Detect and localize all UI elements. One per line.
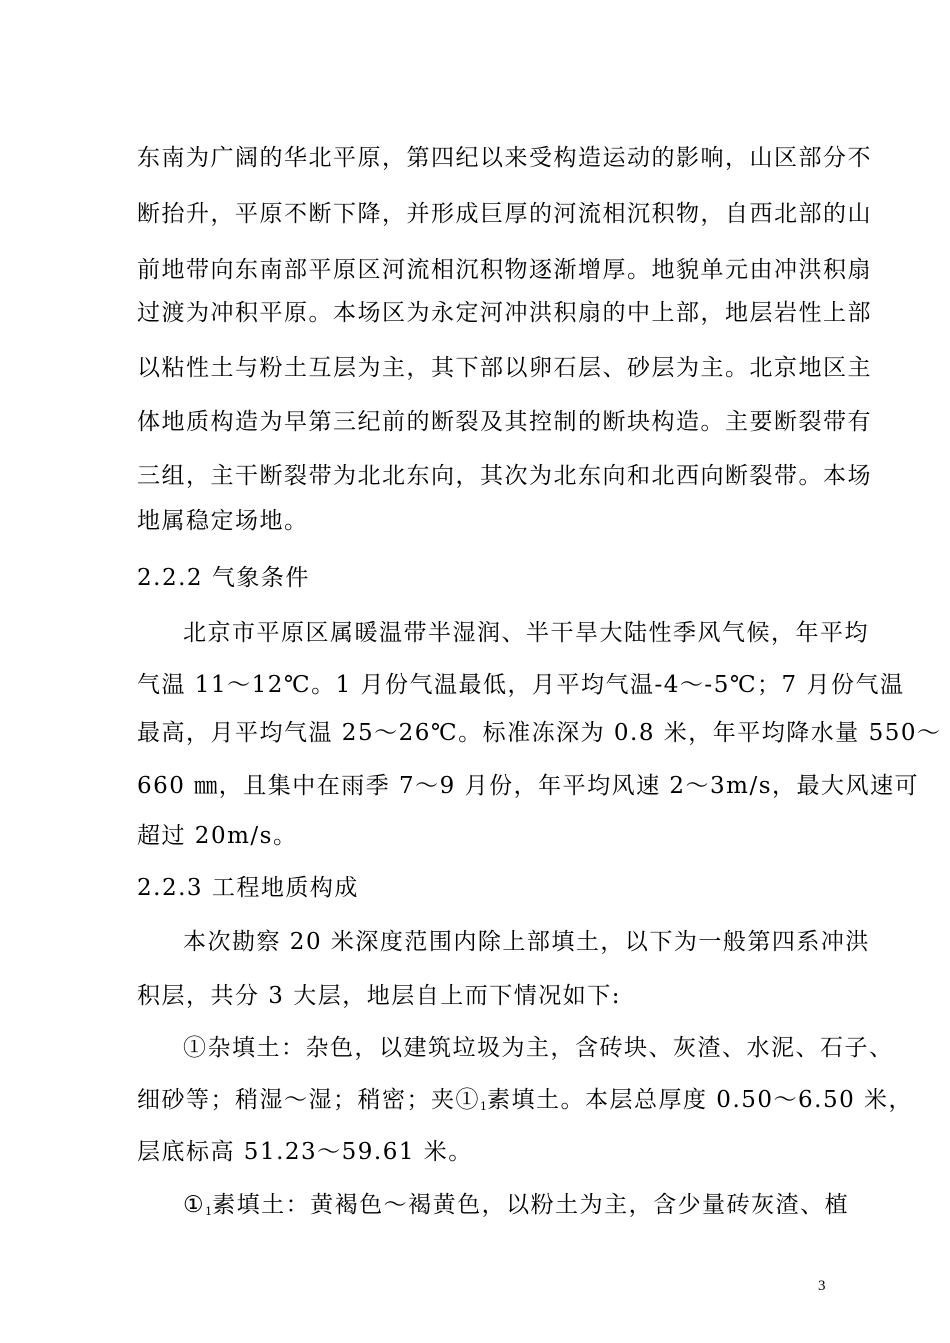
line-text: 细砂等；稍湿～湿；稍密；夹① [137,1087,480,1113]
body-line: 本次勘察 20 米深度范围内除上部填土，以下为一般第四系冲洪 [183,929,870,955]
line-text: ① [183,1192,206,1218]
line-text: 素填土：黄褐色～褐黄色，以粉土为主，含少量砖灰渣、植 [212,1192,850,1218]
body-line: 最高，月平均气温 25～26℃。标准冻深为 0.8 米，年平均降水量 550～ [137,720,942,746]
body-line: 以粘性土与粉土互层为主，其下部以卵石层、砂层为主。北京地区主 [137,355,872,381]
line-text: 素填土。本层总厚度 0.50～6.50 米， [487,1087,914,1113]
page-number: 3 [818,1278,826,1294]
body-line: 体地质构造为早第三纪前的断裂及其控制的断块构造。主要断裂带有 [137,409,872,435]
section-heading: 2.2.2 气象条件 [137,565,310,591]
body-line: 过渡为冲积平原。本场区为永定河冲洪积扇的中上部，地层岩性上部 [137,300,872,326]
body-line [137,1085,914,1122]
body-line: 超过 20m/s。 [137,823,298,849]
subscript: 1 [205,1205,213,1218]
body-line: 地属稳定场地。 [137,508,309,534]
body-line: 气温 11～12℃。1 月份气温最低，月平均气温-4～-5℃；7 月份气温 [137,672,905,698]
body-line: 层底标高 51.23～59.61 米。 [137,1139,473,1165]
subscript: 1 [480,1100,487,1113]
section-heading: 2.2.3 工程地质构成 [137,875,359,901]
body-line: ①杂填土：杂色，以建筑垃圾为主，含砖块、灰渣、水泥、石子、 [183,1035,894,1061]
body-line: 积层，共分 3 大层，地层自上而下情况如下: [137,983,622,1009]
body-line: 前地带向东南部平原区河流相沉积物逐渐增厚。地貌单元由冲洪积扇 [137,257,872,283]
body-line: 北京市平原区属暖温带半湿润、半干旱大陆性季风气候，年平均 [183,620,869,646]
body-line: 三组，主干断裂带为北北东向，其次为北东向和北西向断裂带。本场 [137,463,872,489]
body-line [183,1190,850,1227]
body-line: 断抬升，平原不断下降，并形成巨厚的河流相沉积物，自西北部的山 [137,201,872,227]
body-line: 660 ㎜，且集中在雨季 7～9 月份，年平均风速 2～3m/s，最大风速可 [137,773,920,799]
body-line: 东南为广阔的华北平原，第四纪以来受构造运动的影响，山区部分不 [137,145,872,171]
